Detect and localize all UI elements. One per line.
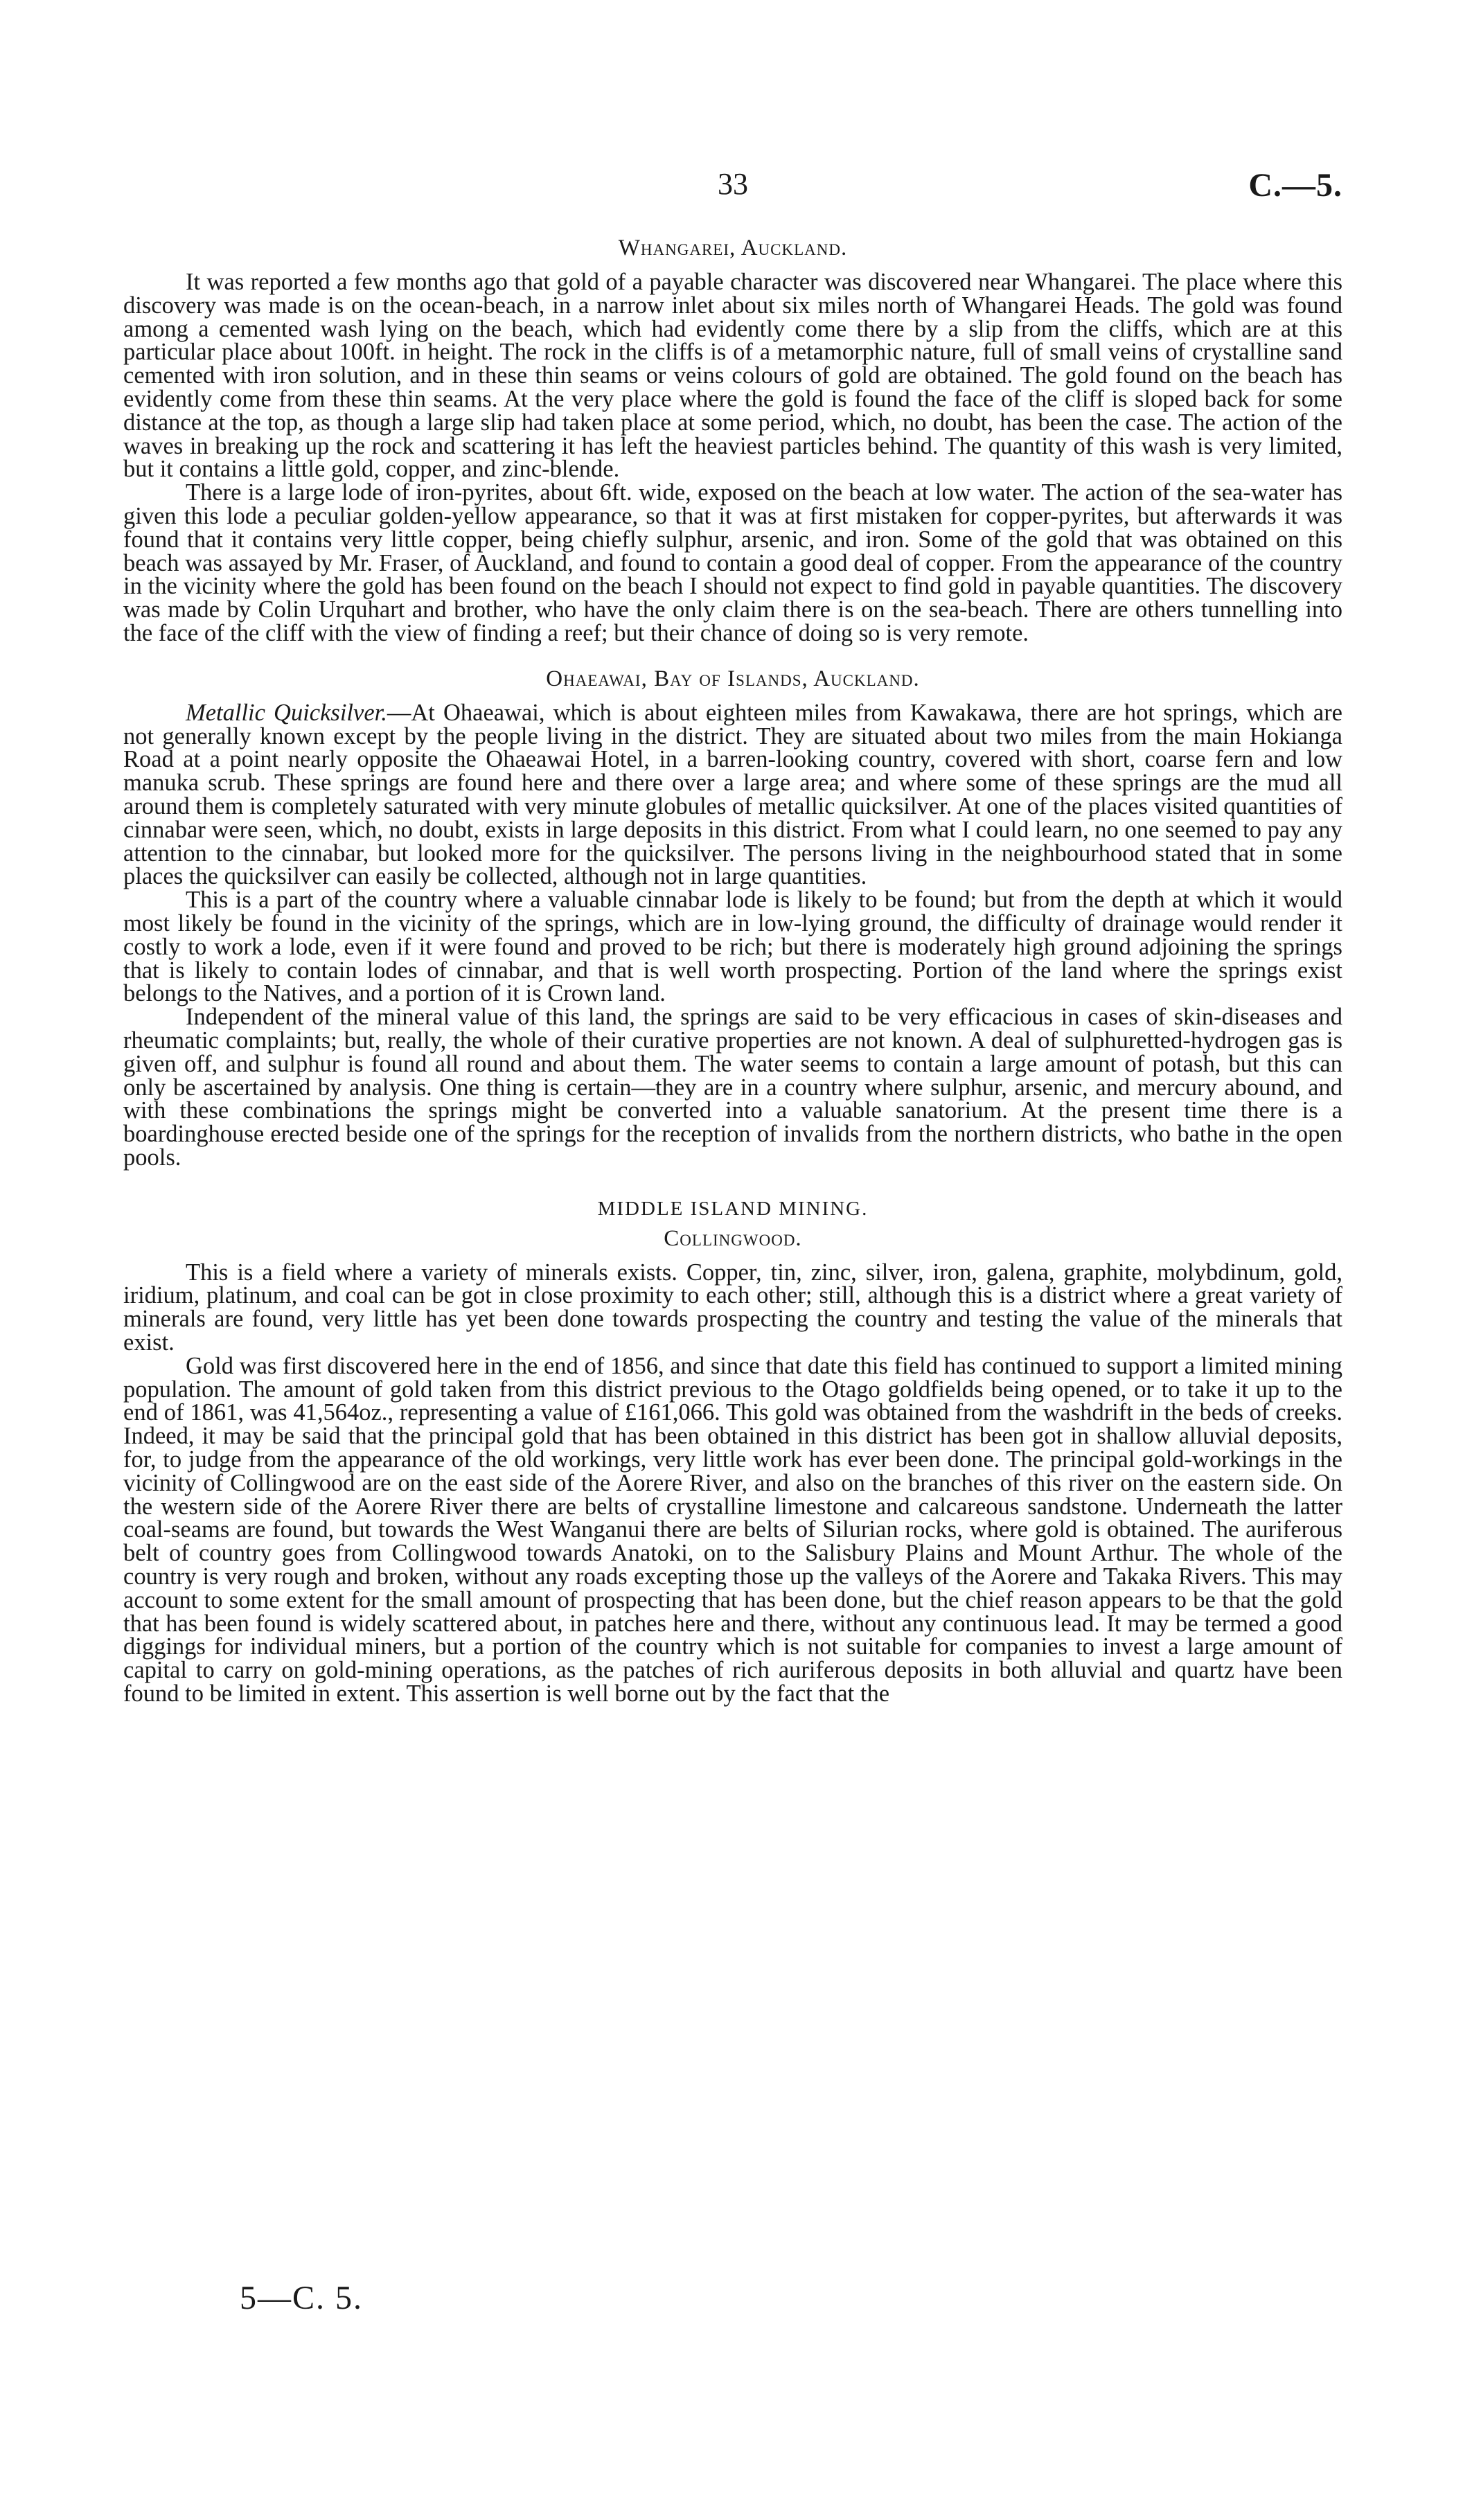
spacer — [123, 1170, 1342, 1198]
spacer — [123, 646, 1342, 666]
subheading-collingwood: Collingwood. — [664, 1225, 802, 1251]
section-middle-island — [123, 1198, 1342, 1706]
section-ohaeawai — [123, 666, 1342, 1170]
signature-mark: 5—C. 5. — [240, 2280, 364, 2316]
section-heading-middle-island: MIDDLE ISLAND MINING. — [597, 1197, 869, 1220]
paragraph-ohaeawai-1-body: —At Ohaeawai, which is about eighteen miles from Kawakawa, there are hot springs, which are not generally known except by the people living in the district. They are situated about two miles from the main Hokianga Road at a point nearly opposite the Ohaeawai Hotel, in a barren-looking country, covered with short, coarse fern and low manuka scrub. These springs are found here and there over a large area; and where some of these springs are the mud all around them is completely saturated with very minute globules of metallic quicksilver. At one of the places visited quantities of cinnabar were seen, which, no doubt, exists in large deposits in this district. From what I could learn, no one seemed to pay any attention to the cinnabar, but looked more for the quicksilver. The persons living in the neighbourhood stated that in some places the quicksilver can easily be collected, although not in large quantities. — [123, 699, 1342, 890]
paragraph-collingwood-1: This is a field where a variety of minerals exists. Copper, tin, zinc, silver, iron, galena, graphite, molybdinum, gold, iridium, platinum, and coal can be got in close proximity to each other; still, although this is a district where a great variety of minerals are found, very little has yet been done towards prospecting the country and testing the value of the minerals that exist. — [123, 1259, 1342, 1356]
paragraph-lead-italic: Metallic Quicksilver. — [186, 699, 387, 726]
paragraph-collingwood-2: Gold was first discovered here in the end of 1856, and since that date this field has continued to support a limited mining population. The amount of gold taken from this district previous to the Otago goldfields being opened, or to take it up to the end of 1861, was 41,564oz., representing a value of £161,066. This gold was obtained from the washdrift in the beds of creeks. Indeed, it may be said that the principal gold that has been obtained in this district has been got in shallow alluvial deposits, for, to judge from the appearance of the old workings, very little work has ever been done. The principal gold-workings in the vicinity of Collingwood are on the east side of the Aorere River, and also on the branches of this river on the eastern side. On the western side of the Aorere River there are belts of crystalline limestone and calcareous sandstone. Underneath the latter coal-seams are found, but towards the West Wanganui there are belts of Silurian rocks, where gold is obtained. The auriferous belt of country goes from Collingwood towards Anatoki, on to the Salisbury Plains and Mount Arthur. The whole of the country is very rough and broken, without any roads excepting those up the valleys of the Aorere and Takaka Rivers. This may account to some extent for the small amount of prospecting that has been done, but the chief reason appears to be that the gold that has been found is widely scattered about, in patches here and there, without any continuous lead. It may be termed a good diggings for individual miners, but a portion of the country which is not suitable for companies to invest a large amount of capital to carry on gold-mining operations, as the patches of rich auriferous deposits in both alluvial and quartz have been found to be limited in extent. This assertion is well borne out by the fact that the — [123, 1352, 1342, 1707]
page-content — [123, 236, 1342, 1706]
paragraph-whangarei-1: It was reported a few months ago that gold of a payable character was discovered near Whangarei. The place where this discovery was made is on the ocean-beach, in a narrow inlet about six miles north of Whangarei Heads. The gold was found among a cemented wash lying on the beach, which had evidently come there by a slip from the cliffs, which are at this particular place about 100ft. in height. The rock in the cliffs is of a metamorphic nature, full of small veins of crystalline sand cemented with iron solution, and in these thin seams or veins colours of gold are obtained. The gold found on the beach has evidently come from these thin seams. At the very place where the gold is found the face of the cliff is sloped back for some distance at the top, as though a large slip had taken place at some period, which, no doubt, has been the case. The action of the waves in breaking up the rock and scattering it has left the heaviest particles behind. The quantity of this wash is very limited, but it contains a little gold, copper, and zinc-blende. — [123, 269, 1342, 483]
paragraph-ohaeawai-1 — [123, 699, 1342, 890]
page-number: 33 — [718, 167, 748, 201]
section-whangarei — [123, 236, 1342, 646]
paragraph-whangarei-2: There is a large lode of iron-pyrites, about 6ft. wide, exposed on the beach at low water. The action of the sea-water has given this lode a peculiar golden-yellow appearance, so that it was at first mistaken for copper-pyrites, but afterwards it was found that it contains very little copper, being chiefly sulphur, arsenic, and iron. Some of the gold that was obtained on this beach was assayed by Mr. Fraser, of Auckland, and found to contain a good deal of copper. From the appearance of the country in the vicinity where the gold has been found on the beach I should not expect to find gold in payable quantities. The discovery was made by Colin Urquhart and brother, who have the only claim there is on the sea-beach. There are others tunnelling into the face of the cliff with the view of finding a reef; but their chance of doing so is very remote. — [123, 479, 1342, 646]
section-heading-ohaeawai: Ohaeawai, Bay of Islands, Auckland. — [546, 666, 920, 691]
section-heading-whangarei: Whangarei, Auckland. — [618, 236, 848, 260]
document-reference: C.—5. — [1248, 167, 1342, 204]
paragraph-ohaeawai-3: Independent of the mineral value of this land, the springs are said to be very efficacious in cases of skin-diseases and rheumatic complaints; but, really, the whole of their curative properties are not known. A deal of sulphuretted-hydrogen gas is given off, and sulphur is found all round and about them. The water seems to contain a large amount of potash, but this can only be ascertained by analysis. One thing is certain—they are in a country where sulphur, arsenic, and mercury abound, and with these combinations the springs might be converted into a valuable sanatorium. At the present time there is a boardinghouse erected beside one of the springs for the reception of invalids from the northern districts, who bathe in the open pools. — [123, 1004, 1342, 1171]
paragraph-ohaeawai-2: This is a part of the country where a valuable cinnabar lode is likely to be found; but from the depth at which it would most likely be found in the vicinity of the springs, which are in low-lying ground, the difficulty of drainage would render it costly to work a lode, even if it were found and proved to be rich; but there is moderately high ground adjoining the springs that is likely to contain lodes of cinnabar, and that is well worth prospecting. Portion of the land where the springs exist belongs to the Natives, and a portion of it is Crown land. — [123, 887, 1342, 1007]
